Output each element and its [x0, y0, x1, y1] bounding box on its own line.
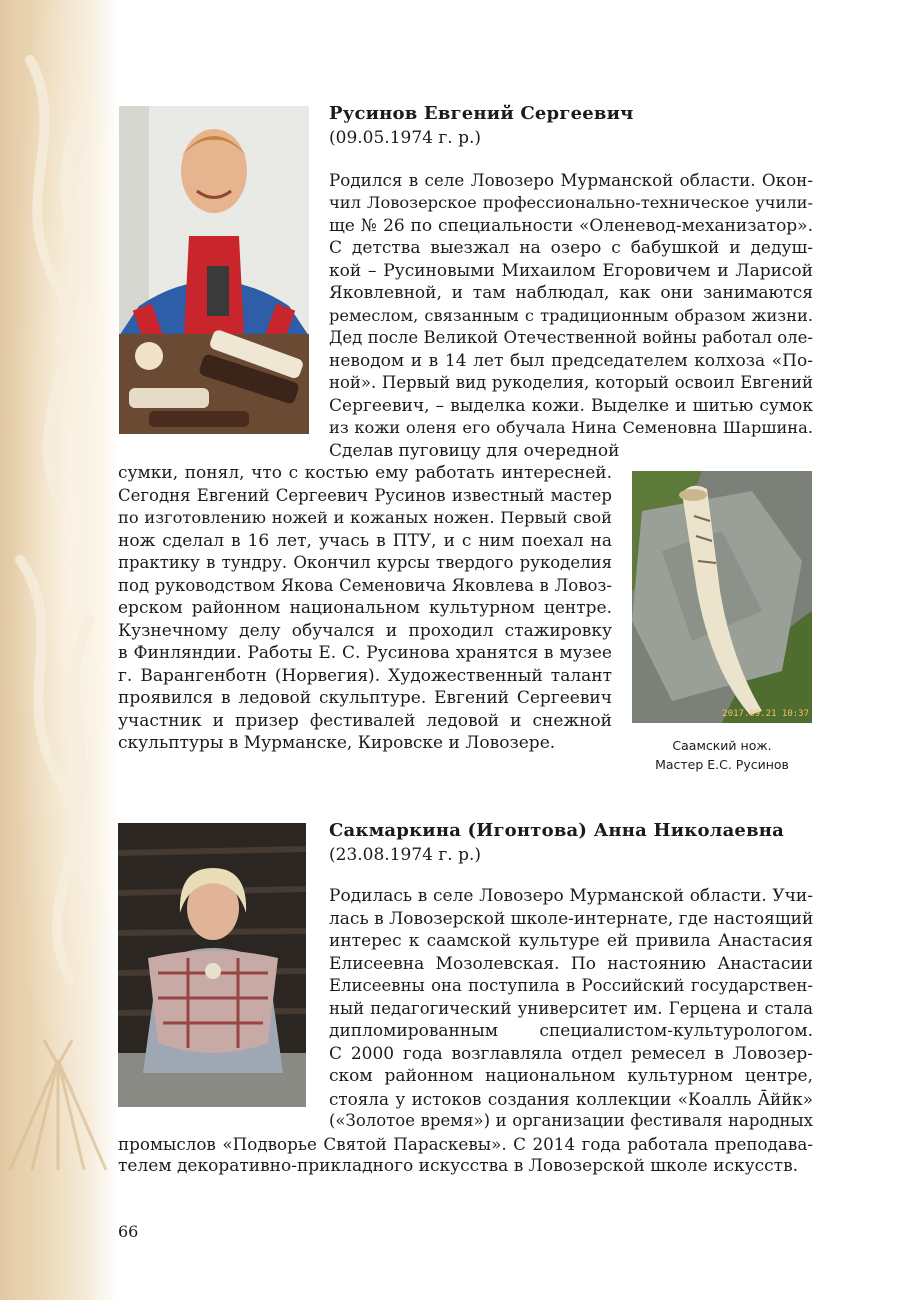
- bio-line: дипломированным специалистом-культурологом.: [329, 1021, 813, 1041]
- portrait-photo-rusinov: [119, 106, 309, 434]
- bio-line: лась в Ловозерской школе-интернате, где настоящий: [329, 909, 814, 929]
- bio-line: Кузнечному делу обучался и проходил стажировку: [118, 621, 612, 641]
- birth-date: (23.08.1974 г. р.): [329, 845, 482, 865]
- bio-line: Родилась в селе Ловозеро Мурманской области. Учи-: [329, 886, 813, 906]
- bio-line: неводом и в 14 лет был председателем колхоза «По-: [329, 351, 813, 371]
- bio-line: Сергеевич, – выделка кожи. Выделке и шитью сумок: [329, 396, 813, 416]
- birth-date: (09.05.1974 г. р.): [329, 128, 482, 148]
- portrait-photo-sakmarkina: [118, 823, 306, 1107]
- bio-line: интерес к саамской культуре ей привила Анастасия: [329, 931, 813, 951]
- bio-line: Сегодня Евгений Сергеевич Русинов известный мастер: [118, 486, 612, 505]
- bio-line: ском районном национальном культурном центре,: [329, 1066, 813, 1086]
- bio-line: Дед после Великой Отечественной войны работал оле-: [329, 328, 813, 347]
- person-name-heading: Сакмаркина (Игонтова) Анна Николаевна: [329, 820, 785, 841]
- decorative-left-border: [0, 0, 118, 1300]
- bio-line: сумки, понял, что с костью ему работать интересней.: [118, 463, 612, 483]
- bio-line: из кожи оленя его обучала Нина Семеновна Шаршина.: [329, 418, 813, 437]
- bio-line: ерском районном национальном культурном центре.: [118, 598, 612, 618]
- bio-line: под руководством Якова Семеновича Яковлева в Ловоз-: [118, 576, 612, 595]
- bio-line: промыслов «Подворье Святой Параскевы». С 2014 года работала преподава-: [118, 1134, 813, 1154]
- bio-line: С детства выезжал на озеро с бабушкой и дедуш-: [329, 238, 813, 258]
- bio-line: Елисеевны она поступила в Российский государствен-: [329, 976, 813, 995]
- bio-line: в Финляндии. Работы Е. С. Русинова хранятся в музее: [118, 643, 612, 663]
- bio-line: практику в тундру. Окончил курсы твердого рукоделия: [118, 553, 612, 572]
- caption-line: Мастер Е.С. Русинов: [655, 757, 789, 772]
- bio-line: нож сделал в 16 лет, учась в ПТУ, и с ним поехал на: [118, 531, 612, 551]
- photo-date-stamp: 2017.09.21 10:37: [722, 709, 809, 719]
- bio-line: телем декоративно-прикладного искусства в Ловозерской школе искусств.: [118, 1156, 799, 1176]
- bio-line: ремеслом, связанным с традиционным образом жизни.: [329, 306, 813, 325]
- bio-line: по изготовлению ножей и кожаных ножен. Первый свой: [118, 508, 612, 527]
- bio-line: стояла у истоков создания коллекции «Коалль Āййк»: [329, 1089, 813, 1109]
- bio-line: ный педагогический университет им. Герцена и стала: [329, 999, 813, 1018]
- caption-line: Саамский нож.: [672, 738, 772, 753]
- bio-line: Елисеевна Мозолевская. По настоянию Анастасии: [329, 954, 813, 974]
- bio-line: С 2000 года возглавляла отдел ремесел в Ловозер-: [329, 1044, 813, 1064]
- bio-line: проявился в ледовой скульптуре. Евгений Сергеевич: [118, 688, 612, 708]
- page-number: 66: [118, 1222, 139, 1241]
- bio-line: скульптуры в Мурманске, Кировске и Ловозере.: [118, 733, 556, 753]
- knife-photo: [632, 471, 812, 723]
- bio-line: Сделав пуговицу для очередной: [329, 441, 620, 461]
- bio-line: («Золотое время») и организации фестиваля народных: [329, 1111, 813, 1130]
- bio-line: кой – Русиновыми Михаилом Егоровичем и Ларисой: [329, 261, 813, 281]
- bio-line: участник и призер фестивалей ледовой и снежной: [118, 711, 612, 731]
- bio-line: ной». Первый вид рукоделия, который освоил Евгений: [329, 373, 813, 392]
- bio-line: Яковлевной, и там наблюдал, как они занимаются: [329, 283, 813, 303]
- bio-line: чил Ловозерское профессионально-техническое учили-: [329, 193, 813, 212]
- bio-line: г. Варангенботн (Норвегия). Художественный талант: [118, 666, 612, 686]
- bio-line: ще № 26 по специальности «Оленевод-механизатор».: [329, 216, 813, 236]
- bio-line: Родился в селе Ловозеро Мурманской области. Окон-: [329, 170, 813, 190]
- person-name-heading: Русинов Евгений Сергеевич: [329, 103, 634, 124]
- knife-photo-caption: [632, 736, 812, 774]
